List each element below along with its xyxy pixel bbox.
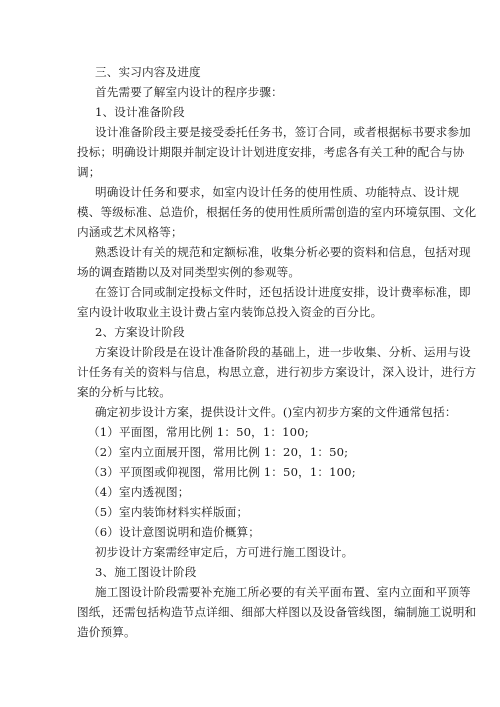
stage1-p4-line1: 在签订合同或制定投标文件时，还包括设计进度安排，设计费率标准，即 [95,285,471,299]
stage2-p1-line1: 方案设计阶段是在设计准备阶段的基础上，进一步收集、分析、运用与设 [95,345,471,359]
list-item: （3）平顶图或仰视图，常用比例 1：50，1：100; [88,465,356,479]
stage2-heading: 2、方案设计阶段 [95,325,185,339]
stage2-p1-line2: 计任务有关的资料与信息，构思立意，进行初步方案设计，深入设计，进行方 [77,365,477,379]
stage1-p1-line2: 投标；明确设计期限并制定设计计划进度安排，考虑各有关工种的配合与协 [77,145,465,159]
stage3-p1-line2: 图纸，还需包括构造节点详细、细部大样图以及设备管线图，编制施工说明和 [77,605,477,619]
list-item: （5）室内装饰材料实样版面； [88,505,249,519]
stage3-heading: 3、施工图设计阶段 [95,565,197,579]
stage1-heading: 1、设计准备阶段 [95,105,185,119]
stage1-p3-line2: 场的调查踏勘以及对同类型实例的参观等。 [77,265,301,279]
stage1-p4-line2: 室内设计收取业主设计费占室内装饰总投入资金的百分比。 [77,305,383,319]
stage1-p2-line1: 明确设计任务和要求，如室内设计任务的使用性质、功能特点、设计规 [95,185,460,199]
stage1-p1-line3: 调； [77,165,101,179]
stage2-p1-line3: 案的分析与比较。 [77,385,171,399]
stage1-p2-line3: 内涵或艺术风格等； [77,225,183,239]
section-heading: 三、实习内容及进度 [95,65,201,79]
stage2-p2: 确定初步设计方案，提供设计文件。()室内初步方案的文件通常包括： [95,405,457,419]
list-item: （6）设计意图说明和造价概算； [88,525,260,539]
stage3-p1-line3: 造价预算。 [77,625,136,639]
list-item: （2）室内立面展开图，常用比例 1：20，1：50; [88,445,349,459]
stage3-p1-line1: 施工图设计阶段需要补充施工所必要的有关平面布置、室内立面和平顶等 [95,585,471,599]
stage1-p2-line2: 模、等级标准、总造价，根据任务的使用性质所需创造的室内环境氛围、文化 [77,205,477,219]
stage1-p3-line1: 熟悉设计有关的规范和定额标准，收集分析必要的资料和信息，包括对现 [95,245,471,259]
stage2-p3: 初步设计方案需经审定后，方可进行施工图设计。 [95,545,354,559]
intro-text: 首先需要了解室内设计的程序步骤： [95,85,283,99]
stage1-p1-line1: 设计准备阶段主要是接受委托任务书，签订合同，或者根据标书要求参加 [95,125,471,139]
list-item: （1）平面图，常用比例 1：50，1：100; [88,425,309,439]
list-item: （4）室内透视图； [88,485,190,499]
